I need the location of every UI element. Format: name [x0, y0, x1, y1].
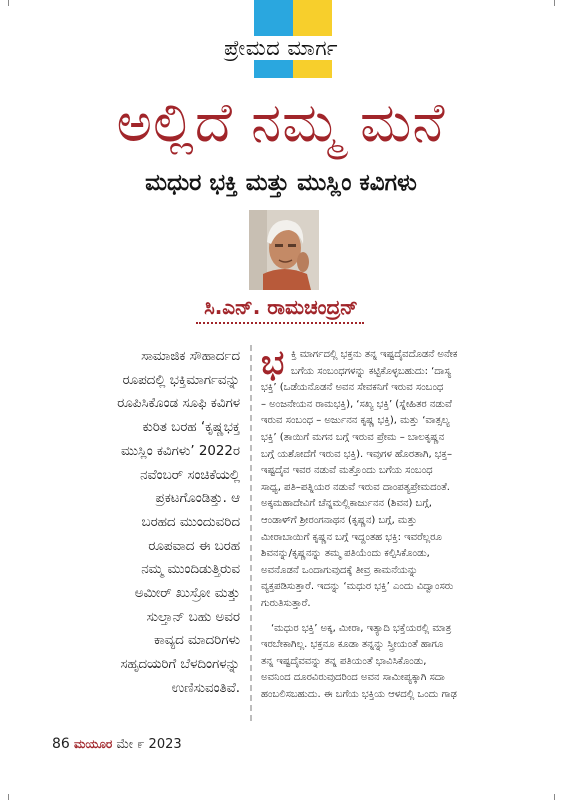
- pull-quote-line: ರೂಪದಲ್ಲಿ ಭಕ್ತಿಮಾರ್ಗವನ್ನು: [122, 372, 240, 388]
- pull-quote-line: ನಮ್ಮ ಮುಂದಿಡುತ್ತಿರುವ: [141, 562, 240, 578]
- pull-quote-line: ರೂಪಿಸಿಕೊಂಡ ಸೂಫಿ ಕವಿಗಳ: [117, 396, 240, 412]
- page-footer: [52, 736, 182, 753]
- body-line: ‘ಮಧುರ ಭಕ್ತಿ’ ಅಕ್ಕ, ಮೀರಾ, ಇತ್ಯಾದಿ ಭಕ್ತೆಯರಲ್ಲಿ ಮಾತ್ರ: [271, 622, 452, 634]
- body-line: ಕ್ತಿ ಮಾರ್ಗದಲ್ಲಿ ಭಕ್ತನು ತನ್ನ ಇಷ್ಟದೈವದೊಡನೆ ಅನೇಕ: [291, 349, 458, 360]
- body-line: ಗುರುತಿಸುತ್ತಾರೆ.: [261, 597, 311, 609]
- body-line: ಶಿವನನ್ನು/ಕೃಷ್ಣನನ್ನು ತಮ್ಮ ಪತಿಯೆಂದು ಕಲ್ಪಿಸಿಕೊಂಡು,: [261, 548, 430, 560]
- crop-mark: [8, 0, 9, 6]
- pull-quote-line: ಸಹೃದಯರಿಗೆ ಬೆಳದಿಂಗಳನ್ನು: [120, 657, 240, 673]
- pull-quote-line: ಸುಲ್ತಾನ್ ಬಹು ಅವರ: [146, 609, 240, 625]
- crop-mark: [8, 794, 9, 800]
- body-line: ಬಗೆಯ ಸಂಬಂಧಗಳನ್ನು ಕಟ್ಟಿಕೊಳ್ಳಬಹುದು: ‘ದಾಸ್ಯ: [291, 365, 452, 377]
- pull-quote: [52, 345, 252, 721]
- pull-quote-line: ರೂಪವಾದ ಈ ಬರಹ: [148, 538, 240, 554]
- pull-quote-line: ಕಾವ್ಯದ ಮಾದರಿಗಳು: [153, 633, 240, 649]
- crop-mark: [554, 794, 555, 800]
- body-line: ಆಂಡಾಳ್‌ಗೆ ಶ್ರೀರಂಗನಾಥನ (ಕೃಷ್ಣನ) ಬಗ್ಗೆ, ಮತ್ತು: [261, 514, 417, 526]
- body-line: ಇರುವ ಸಂಬಂಧ – ಅರ್ಜುನನ ಕೃಷ್ಣ ಭಕ್ತಿ), ಮತ್ತು ‘ವಾತ್ಸಲ್ಯ: [261, 415, 450, 427]
- body-line: ಮೀರಾಬಾಯಿಗೆ ಕೃಷ್ಣನ ಬಗ್ಗೆ ಇದ್ದಂತಹ ಭಕ್ತಿ: ಇವರೆಲ್ಲರೂ: [261, 531, 442, 543]
- byline-underline: [196, 322, 364, 324]
- magazine-logo: ಮಯೂರ: [73, 737, 113, 751]
- pull-quote-line: ನವೆಂಬರ್ ಸಂಚಿಕೆಯಲ್ಲಿ: [140, 467, 240, 483]
- body-line: ಇರಬೇಕಾಗಿಲ್ಲ. ಭಕ್ತನೂ ಕೂಡಾ ತನ್ನನ್ನು ಸ್ತ್ರೀಯಂತೆ ಹಾಗೂ: [261, 639, 444, 651]
- section-label: ಪ್ರೇಮದ ಮಾರ್ಗ: [0, 36, 562, 60]
- pull-quote-line: ಸಾಮಾಜಿಕ ಸೌಹಾರ್ದದ: [141, 349, 240, 364]
- drop-cap: ಭ: [261, 343, 285, 383]
- issue-date: ಮೇ ೯ 2023: [116, 737, 182, 752]
- body-line: ಇಷ್ಟದೈವ ಇವರ ನಡುವೆ ಮತ್ತೊಂದು ಬಗೆಯ ಸಂಬಂಧ: [261, 465, 433, 477]
- pull-quote-line: ಉಣಿಸುವಂತಿವೆ.: [171, 680, 240, 696]
- body-line: ಅವನಿಂದ ದೂರವಿರುವುದರಿಂದ ಅವನ ಸಾಮೀಪ್ಯಕ್ಕಾಗಿ ಸದಾ: [261, 672, 445, 684]
- body-line: ಅಕ್ಕಮಹಾದೇವಿಗೆ ಚೆನ್ನಮಲ್ಲಿಕಾರ್ಜುನನ (ಶಿವನ) ಬಗ್ಗೆ,: [261, 498, 432, 510]
- body-line: ತನ್ನ ಇಷ್ಟದೈವವನ್ನು ತನ್ನ ಪತಿಯಂತೆ ಭಾವಿಸಿಕೊಂಡು,: [261, 655, 427, 667]
- body-line: ಹಂಬಲಿಸಬಹುದು. ಈ ಬಗೆಯ ಭಕ್ತಿಯ ಆಳದಲ್ಲಿ ಒಂದು ಗಾಢ: [261, 688, 457, 700]
- pull-quote-line: ಪ್ರಕಟಗೊಂಡಿತ್ತು. ಆ: [155, 491, 240, 507]
- article-title: ಅಲ್ಲಿದೆ ನಮ್ಮ ಮನೆ: [116, 91, 446, 154]
- author-byline: ಸಿ.ಎನ್. ರಾಮಚಂದ್ರನ್: [204, 295, 358, 319]
- article-subtitle: ಮಧುರ ಭಕ್ತಿ ಮತ್ತು ಮುಸ್ಲಿಂ ಕವಿಗಳು: [145, 170, 417, 196]
- crop-mark: [554, 0, 555, 6]
- pull-quote-line: ಕುರಿತ ಬರಹ ‘ಕೃಷ್ಣಭಕ್ತ: [142, 420, 240, 436]
- body-line: ವ್ಯಕ್ತಪಡಿಸುತ್ತಾರೆ. ಇದನ್ನು ‘ಮಧುರ ಭಕ್ತಿ’ ಎಂದು ವಿದ್ವಾಂಸರು: [261, 581, 454, 593]
- pull-quote-line: ಅಮೀರ್ ಖುಸ್ರೋ ಮತ್ತು: [134, 586, 240, 602]
- pull-quote-line: ಬರಹದ ಮುಂದುವರಿದ: [141, 514, 240, 530]
- page-number: 86: [52, 736, 70, 752]
- body-line: ಸಾಧ್ಯ, ಪತಿ–ಪತ್ನಿಯರ ನಡುವೆ ಇರುವ ದಾಂಪತ್ಯಪ್ರೇಮದಂತೆ.: [261, 481, 450, 493]
- body-paragraph-2: [261, 621, 521, 704]
- body-line: ಬಗ್ಗೆ ಯಶೋದೆಗೆ ಇರುವ ಭಕ್ತಿ). ಇವುಗಳ ಹೊರತಾಗಿ, ಭಕ್ತ–: [261, 448, 452, 460]
- body-line: ಅವನೊಡನೆ ಒಂದಾಗುವುದಕ್ಕೆ ತೀವ್ರ ಕಾಮನೆಯನ್ನು: [261, 564, 418, 576]
- pull-quote-line: ಮುಸ್ಲಿಂ ಕವಿಗಳು’ 2022ರ: [121, 443, 240, 459]
- article-body: [261, 343, 521, 703]
- body-line: ಭಕ್ತಿ’ (ಒಡೆಯನೊಡನೆ ಅವನ ಸೇವಕನಿಗೆ ಇರುವ ಸಂಬಂಧ: [261, 382, 444, 394]
- body-line: ಭಕ್ತಿ’ (ತಾಯಿಗೆ ಮಗನ ಬಗ್ಗೆ ಇರುವ ಪ್ರೇಮ – ಬಾಲಕೃಷ್ಣನ: [261, 431, 445, 443]
- author-photo: [249, 210, 319, 290]
- body-paragraph-1: [261, 347, 521, 613]
- body-line: – ಅಂಜನೇಯನ ರಾಮಭಕ್ತಿ), ‘ಸಖ್ಯ ಭಕ್ತಿ’ (ಸ್ನೇಹಿತರ ನಡುವೆ: [261, 398, 452, 410]
